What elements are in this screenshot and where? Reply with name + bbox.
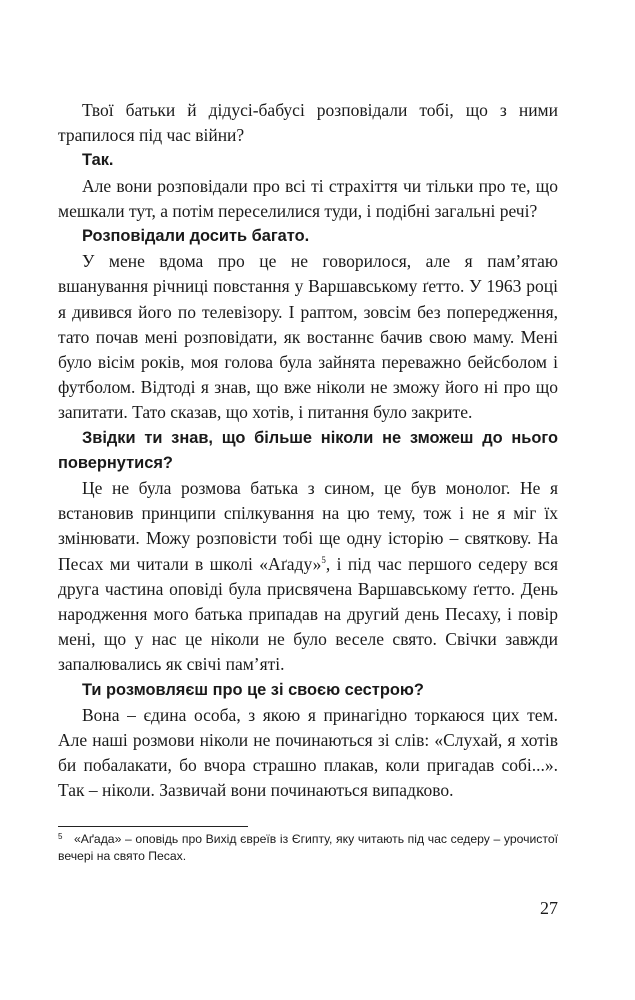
paragraph-4-end: , і під час першого седеру вся друга частина оповіді була присвячена Варшавському ґетто. День народження мого батька припадав на другий день Песаху, і повір мені, що у нас це ніколи не було веселе свято. Свічки завжди запалювались як свічі пам’яті. xyxy=(58,553,558,675)
paragraph-4 xyxy=(58,476,558,678)
paragraph-2: Але вони розповідали про всі ті страхіття чи тільки про те, що мешкали тут, а потім переселилися туди, і подібні загальні речі? xyxy=(58,175,558,221)
question-1: Так. xyxy=(82,151,114,170)
question-2: Розповідали досить багато. xyxy=(82,227,310,246)
paragraph-1: Твої батьки й дідусі-бабусі розповідали тобі, що з ними трапилося під час війни? xyxy=(58,100,558,146)
paragraph-3: У мене вдома про це не говорилося, але я пам’ятаю вшанування річниці повстання у Варшавському ґетто. У 1963 році я дивився його по телевізору. І раптом, зовсім без попередження, тато почав мені розповідати, як востаннє бачив свою маму. Мені було вісім років, моя голова була зайнята переважно бейсболом і футболом. Відтоді я знав, що вже ніколи не зможу його ні про що запитати. Тато сказав, що хотів, і питання було закрите. xyxy=(58,251,558,423)
question-3: Звідки ти знав, що більше ніколи не зможеш до нього повернутися? xyxy=(58,428,558,472)
question-4: Ти розмовляєш про це зі своєю сестрою? xyxy=(82,680,424,699)
paragraph-4-start: Це не була розмова батька з сином, це був монолог. Не я встановив принципи спілкування на цю тему, тож і не я міг їх змінювати. Можу розповісти тобі ще одну історію – святкову. На Песах ми читали в школі «Аґаду» xyxy=(58,478,558,574)
footnote xyxy=(58,831,558,865)
page-body xyxy=(58,98,558,804)
footnote-reference: 5 xyxy=(321,554,326,565)
paragraph-5: Вона – єдина особа, з якою я принагідно торкаюся цих тем. Але наші розмови ніколи не починаються зі слів: «Слухай, я хотів би побалакати, бо вчора страшно плакав, коли пригадав собі...». Так – ніколи. Зазвичай вони починаються випадково. xyxy=(58,704,558,801)
footnote-divider xyxy=(58,826,248,827)
footnote-text: «Аґада» – оповідь про Вихід євреїв із Єгипту, яку читають під час седеру – урочистої вечері на свято Песах. xyxy=(58,832,558,863)
page-number: 27 xyxy=(540,898,558,918)
footnote-number: 5 xyxy=(58,832,63,841)
